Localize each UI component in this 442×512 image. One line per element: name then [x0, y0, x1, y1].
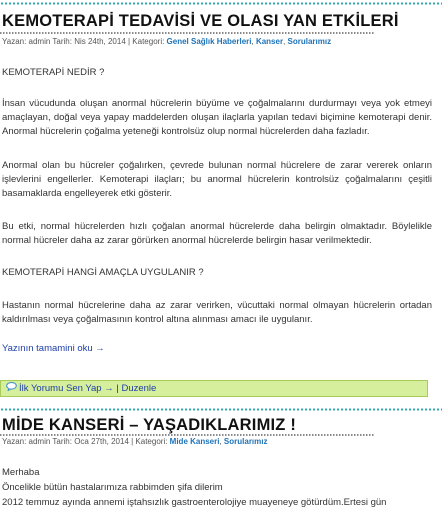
paragraph-heading: KEMOTERAPİ NEDİR ?: [2, 67, 105, 78]
title-underline: [0, 32, 374, 34]
post-title[interactable]: KEMOTERAPİ TEDAVİSİ VE OLASI YAN ETKİLERİ: [2, 12, 399, 30]
top-dotted-divider: [0, 2, 442, 5]
category-link[interactable]: Sorularımız: [223, 437, 268, 446]
category-link[interactable]: Sorularımız: [287, 37, 332, 46]
post-meta: Yazan: admin Tarih: Nis 24th, 2014 | Kategori: Genel Sağlık Haberleri, Kanser, Sorularımız: [2, 37, 332, 46]
comment-bar: [0, 380, 428, 397]
post-meta: Yazan: admin Tarih: Oca 27th, 2014 | Kategori: Mide Kanseri, Sorularımız: [2, 437, 268, 446]
paragraph-heading: KEMOTERAPİ HANGİ AMAÇLA UYGULANIR ?: [2, 267, 204, 278]
paragraph: Anormal olan bu hücreler çoğalırken, çevrede bulunan normal hücrelere de zarar vererek onların işlevlerini engellerler. Kemoterapi ilaçları; bu anormal hücrelerin kontrolsüz çoğalmalarını çeşitli basamaklarda engelleyerek etki gösterir.: [2, 160, 432, 199]
paragraph: 2012 temmuz ayında annemi iştahsızlık gastroenterolojiye muayeneye götürdüm.Ertesi gün: [2, 497, 387, 508]
separator: |: [116, 383, 119, 395]
speech-bubble-icon: [6, 381, 17, 396]
edit-link[interactable]: Duzenle: [121, 383, 157, 395]
paragraph: Bu etki, normal hücrelerden hızlı çoğalan anormal hücrelerde daha belirgin olmaktadır. Böylelikle normal hücreler daha az zarar görürken anormal hücrelerde belirgin hasar verilmektedir.: [2, 221, 432, 246]
first-comment-link[interactable]: İlk Yorumu Sen Yap →: [19, 383, 114, 395]
paragraph: İnsan vücudunda oluşan anormal hücrelerin büyüme ve çoğalmalarını durdurmayı veya yok etmeyi amaçlayan, doğal veya yapay maddelerden oluşan ilaçlarla yapılan tedavi biçimine kemoterapi denir. Anormal hücrelerin çoğalma yeteneği kontrolsüz olup normal hücrelerden daha fazladır.: [2, 98, 432, 137]
paragraph: Hastanın normal hücrelerine daha az zarar verirken, vücuttaki normal olmayan hücrelerin ortadan kaldırılması veya çoğalmasının kontrol altına alınması amacı ile uygulanır.: [2, 300, 432, 325]
post-meta-text: Yazan: admin Tarih: Nis 24th, 2014 | Kategori:: [2, 37, 167, 46]
category-link[interactable]: Mide Kanseri: [169, 437, 220, 446]
post-title[interactable]: MİDE KANSERİ – YAŞADIKLARIMIZ !: [2, 416, 297, 434]
post-dotted-divider: [0, 408, 442, 411]
paragraph: Öncelikle bütün hastalarımıza rabbimden şifa dilerim: [2, 482, 223, 493]
post-meta-text: Yazan: admin Tarih: Oca 27th, 2014 | Kategori:: [2, 437, 170, 446]
category-link[interactable]: Kanser: [255, 37, 284, 46]
title-underline: [0, 434, 374, 436]
category-link[interactable]: Genel Sağlık Haberleri: [166, 37, 252, 46]
read-more-link[interactable]: Yazının tamamini oku →: [2, 343, 105, 354]
paragraph: Merhaba: [2, 467, 40, 478]
